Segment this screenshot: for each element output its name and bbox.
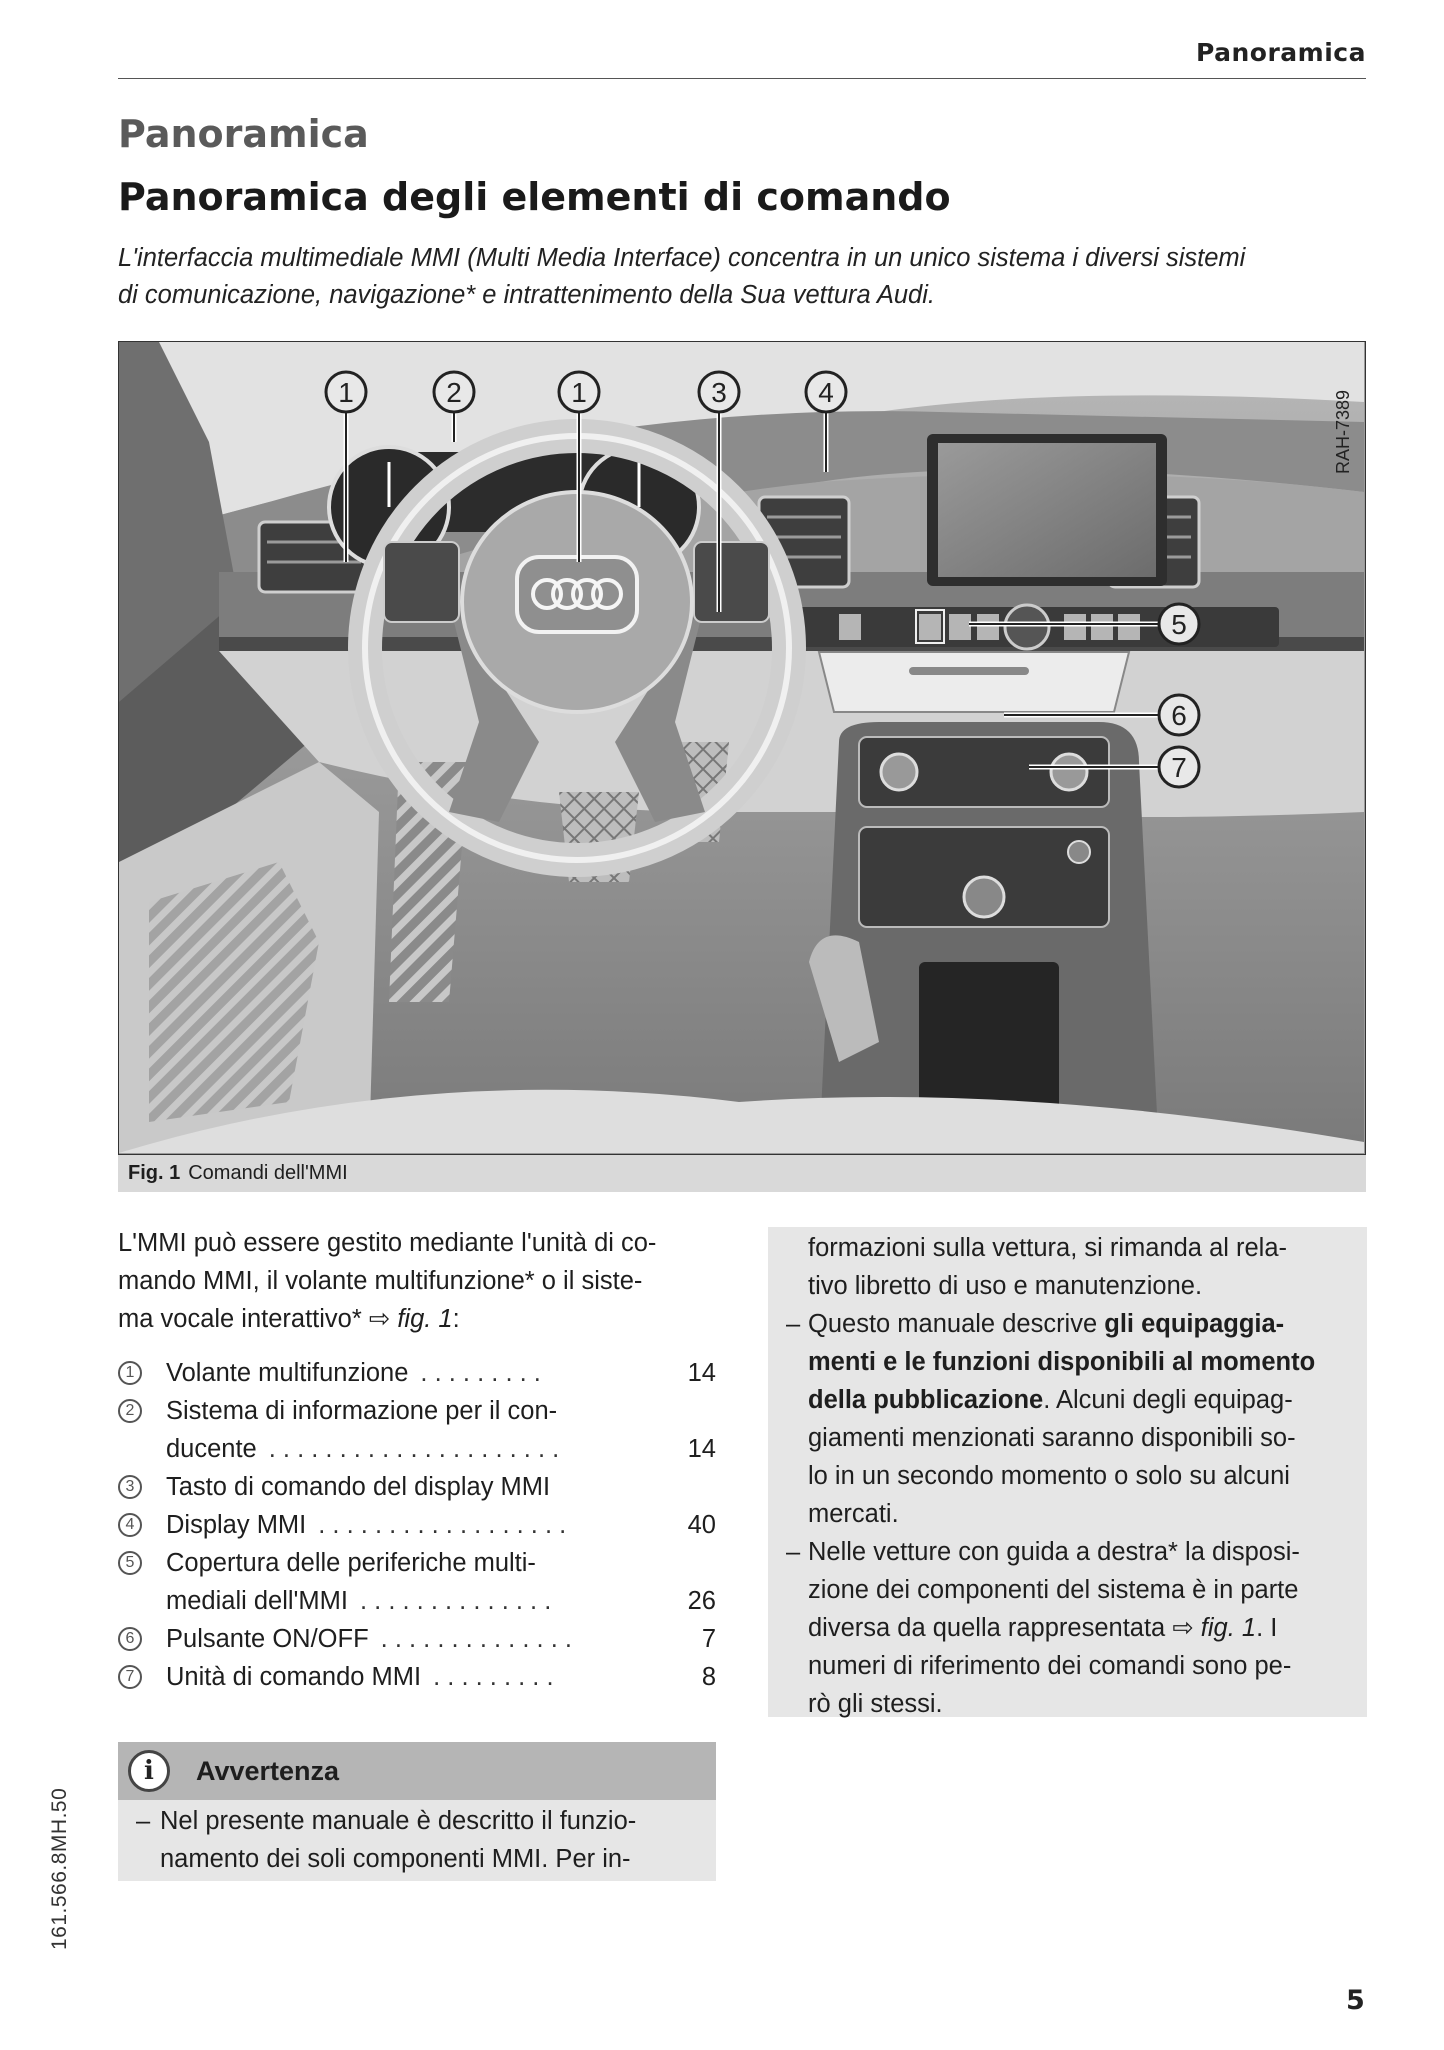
text-segment: menti e le funzioni disponibili al momento bbox=[808, 1348, 1316, 1376]
text-line bbox=[768, 1609, 1367, 1647]
legend-label: Unità di comando MMI bbox=[166, 1663, 422, 1691]
text-segment: rò gli stessi. bbox=[808, 1690, 943, 1718]
text-line bbox=[768, 1533, 1367, 1571]
text-segment: formazioni sulla vettura, si rimanda al rela- bbox=[808, 1234, 1288, 1262]
dashboard-illustration bbox=[119, 342, 1364, 1153]
text-line bbox=[768, 1267, 1367, 1305]
legend-number-icon: 4 bbox=[118, 1513, 142, 1537]
leader-dots: . . . . . . . . . bbox=[433, 1663, 554, 1691]
text-segment: numeri di riferimento dei comandi sono pe- bbox=[808, 1652, 1292, 1680]
callout-number: 5 bbox=[1171, 609, 1187, 640]
legend-label: Volante multifunzione bbox=[166, 1359, 409, 1387]
legend-item bbox=[118, 1658, 716, 1696]
text-segment: fig. 1 bbox=[397, 1305, 453, 1333]
legend-label: Copertura delle periferiche multi- bbox=[166, 1549, 536, 1577]
legend-item bbox=[118, 1468, 716, 1506]
text-line bbox=[768, 1381, 1367, 1419]
text-segment: Questo manuale descrive bbox=[808, 1310, 1105, 1338]
note-body bbox=[118, 1800, 716, 1878]
text-line bbox=[118, 1262, 716, 1300]
legend-page-ref: 7 bbox=[701, 1625, 716, 1653]
text-line bbox=[768, 1647, 1367, 1685]
note-title: Avvertenza bbox=[196, 1756, 340, 1786]
text-line bbox=[768, 1419, 1367, 1457]
text-segment: L'MMI può essere gestito mediante l'unità di co- bbox=[118, 1229, 657, 1257]
text-segment: mando MMI, il volante multifunzione* o il siste- bbox=[118, 1267, 643, 1295]
legend-label: ducente bbox=[166, 1435, 257, 1463]
text-line bbox=[118, 1300, 716, 1338]
text-segment: mercati. bbox=[808, 1500, 899, 1528]
legend-item bbox=[118, 1582, 716, 1620]
leader-dots: . . . . . . . . . . . . . . bbox=[380, 1625, 572, 1653]
callout-number: 1 bbox=[338, 377, 354, 408]
legend-page-ref: 8 bbox=[701, 1663, 716, 1691]
legend-number-icon: 2 bbox=[118, 1399, 142, 1423]
text-segment: namento dei soli componenti MMI. Per in- bbox=[160, 1845, 631, 1873]
text-segment: ma vocale interattivo* ⇨ bbox=[118, 1305, 398, 1333]
legend-page-ref: 26 bbox=[687, 1587, 716, 1615]
legend-page-ref: 14 bbox=[687, 1435, 716, 1463]
legend-item bbox=[118, 1392, 716, 1430]
legend-item bbox=[118, 1354, 716, 1392]
legend-item bbox=[118, 1620, 716, 1658]
text-segment: Nel presente manuale è descritto il funzio- bbox=[160, 1807, 637, 1835]
callout-number: 1 bbox=[571, 377, 587, 408]
callout-number: 2 bbox=[446, 377, 462, 408]
callout-number: 6 bbox=[1171, 700, 1187, 731]
running-header: Panoramica bbox=[1195, 38, 1366, 67]
text-line bbox=[118, 1224, 716, 1262]
text-segment: gli equipaggia- bbox=[1104, 1310, 1285, 1338]
leader-dots: . . . . . . . . . . . . . . bbox=[360, 1587, 552, 1615]
text-line bbox=[768, 1343, 1367, 1381]
header-rule bbox=[118, 78, 1366, 79]
text-line bbox=[118, 1802, 716, 1840]
text-line bbox=[768, 1305, 1367, 1343]
legend-label: mediali dell'MMI bbox=[166, 1587, 348, 1615]
text-line bbox=[768, 1229, 1367, 1267]
figure-caption bbox=[118, 1155, 1366, 1192]
legend-number-icon: 5 bbox=[118, 1551, 142, 1575]
text-segment: giamenti menzionati saranno disponibili so- bbox=[808, 1424, 1296, 1452]
section-title: Panoramica bbox=[118, 112, 369, 156]
legend-item bbox=[118, 1430, 716, 1468]
callout-number: 3 bbox=[711, 377, 727, 408]
legend-label: Tasto di comando del display MMI bbox=[166, 1473, 551, 1501]
intro-line: L'interfaccia multimediale MMI (Multi Media Interface) concentra in un unico sistema i diversi sistemi bbox=[118, 244, 1246, 272]
legend-item bbox=[118, 1506, 716, 1544]
text-segment: Nelle vetture con guida a destra* la disposi- bbox=[808, 1538, 1300, 1566]
figure-legend-list bbox=[118, 1354, 716, 1696]
text-segment: diversa da quella rappresentata ⇨ bbox=[808, 1614, 1201, 1642]
text-segment: fig. 1 bbox=[1200, 1614, 1257, 1642]
leader-dots: . . . . . . . . . . . . . . . . . . bbox=[318, 1511, 567, 1539]
callout-number: 4 bbox=[818, 377, 834, 408]
legend-number-icon: 1 bbox=[118, 1361, 142, 1385]
caption-text: Comandi dell'MMI bbox=[188, 1162, 348, 1184]
legend-number-icon: 6 bbox=[118, 1627, 142, 1651]
text-line bbox=[118, 1840, 716, 1878]
note-header bbox=[118, 1742, 716, 1800]
text-segment: tivo libretto di uso e manutenzione. bbox=[808, 1272, 1203, 1300]
intro-paragraph bbox=[118, 240, 1245, 314]
text-segment: . I bbox=[1256, 1614, 1278, 1642]
note-box bbox=[118, 1742, 716, 1881]
leader-dots: . . . . . . . . . bbox=[420, 1359, 541, 1387]
text-line bbox=[768, 1495, 1367, 1533]
caption-label: Fig. 1 bbox=[128, 1162, 181, 1184]
dash-bullet: – bbox=[786, 1538, 801, 1566]
figure-code: RAH-7389 bbox=[1333, 389, 1353, 475]
legend-label: Display MMI bbox=[166, 1511, 307, 1539]
intro-line: di comunicazione, navigazione* e intrattenimento della Sua vettura Audi. bbox=[118, 281, 935, 309]
legend-label: Pulsante ON/OFF bbox=[166, 1625, 369, 1653]
body-intro bbox=[118, 1224, 716, 1338]
legend-page-ref: 14 bbox=[687, 1359, 716, 1387]
page-number: 5 bbox=[1346, 1985, 1365, 2016]
info-icon: i bbox=[128, 1750, 170, 1792]
dash-bullet: – bbox=[136, 1807, 151, 1835]
legend-number-icon: 3 bbox=[118, 1475, 142, 1499]
text-line bbox=[768, 1457, 1367, 1495]
page-title: Panoramica degli elementi di comando bbox=[118, 175, 951, 219]
note-box-continued bbox=[768, 1227, 1367, 1717]
legend-label: Sistema di informazione per il con- bbox=[166, 1397, 558, 1425]
text-line bbox=[768, 1685, 1367, 1723]
text-line bbox=[768, 1571, 1367, 1609]
text-segment: : bbox=[452, 1305, 460, 1333]
leader-dots: . . . . . . . . . . . . . . . . . . . . . bbox=[268, 1435, 560, 1463]
text-segment: lo in un secondo momento o solo su alcuni bbox=[808, 1462, 1290, 1490]
figure-mmi-controls bbox=[118, 341, 1366, 1155]
callout-number: 7 bbox=[1171, 752, 1187, 783]
text-segment: zione dei componenti del sistema è in parte bbox=[808, 1576, 1299, 1604]
legend-number-icon: 7 bbox=[118, 1665, 142, 1689]
left-column bbox=[118, 1224, 716, 1696]
legend-item bbox=[118, 1544, 716, 1582]
text-segment: della pubblicazione bbox=[808, 1386, 1044, 1414]
legend-page-ref: 40 bbox=[687, 1511, 716, 1539]
dash-bullet: – bbox=[786, 1310, 801, 1338]
note-body-continued bbox=[768, 1227, 1367, 1723]
document-code: 161.566.8MH.50 bbox=[48, 1787, 71, 1950]
text-segment: . Alcuni degli equipag- bbox=[1043, 1386, 1293, 1414]
